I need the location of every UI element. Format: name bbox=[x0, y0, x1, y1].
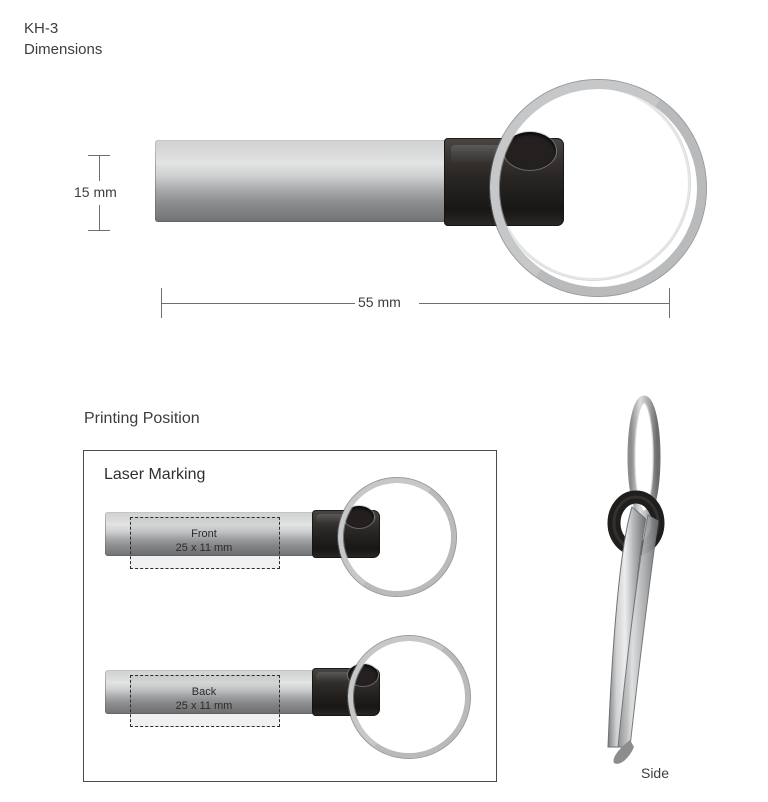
back-marking-label bbox=[130, 685, 278, 713]
page-title bbox=[24, 18, 102, 60]
side-view-caption: Side bbox=[640, 765, 670, 781]
page-title-line-2: Dimensions bbox=[24, 41, 103, 58]
back-marking-name: Back bbox=[191, 686, 217, 698]
front-key-ring-arc bbox=[329, 469, 466, 606]
width-dim-line-right bbox=[419, 303, 669, 304]
dimensions-drawing bbox=[0, 60, 768, 340]
front-marking-size: 25 x 11 mm bbox=[175, 542, 233, 554]
printing-position-heading: Printing Position bbox=[84, 410, 200, 427]
side-view-svg bbox=[560, 395, 750, 775]
height-dim-label: 15 mm bbox=[74, 184, 117, 200]
laser-marking-heading: Laser Marking bbox=[104, 466, 206, 483]
key-ring-front-arc bbox=[473, 63, 723, 313]
height-dim-cap-bottom bbox=[88, 230, 110, 231]
height-dim-line-lower bbox=[99, 205, 100, 231]
width-dim-line-left bbox=[161, 303, 355, 304]
height-dim-line-upper bbox=[99, 155, 100, 181]
front-marking-name: Front bbox=[191, 528, 217, 540]
back-key-ring-arc bbox=[338, 626, 479, 767]
back-marking-size: 25 x 11 mm bbox=[175, 700, 233, 712]
keychain-metal-bar bbox=[155, 140, 445, 222]
width-dim-cap-right bbox=[669, 288, 670, 318]
page-title-line-1: KH-3 bbox=[24, 20, 59, 37]
side-view-illustration bbox=[560, 395, 750, 795]
front-marking-label bbox=[130, 527, 278, 555]
width-dim-label: 55 mm bbox=[358, 294, 401, 310]
